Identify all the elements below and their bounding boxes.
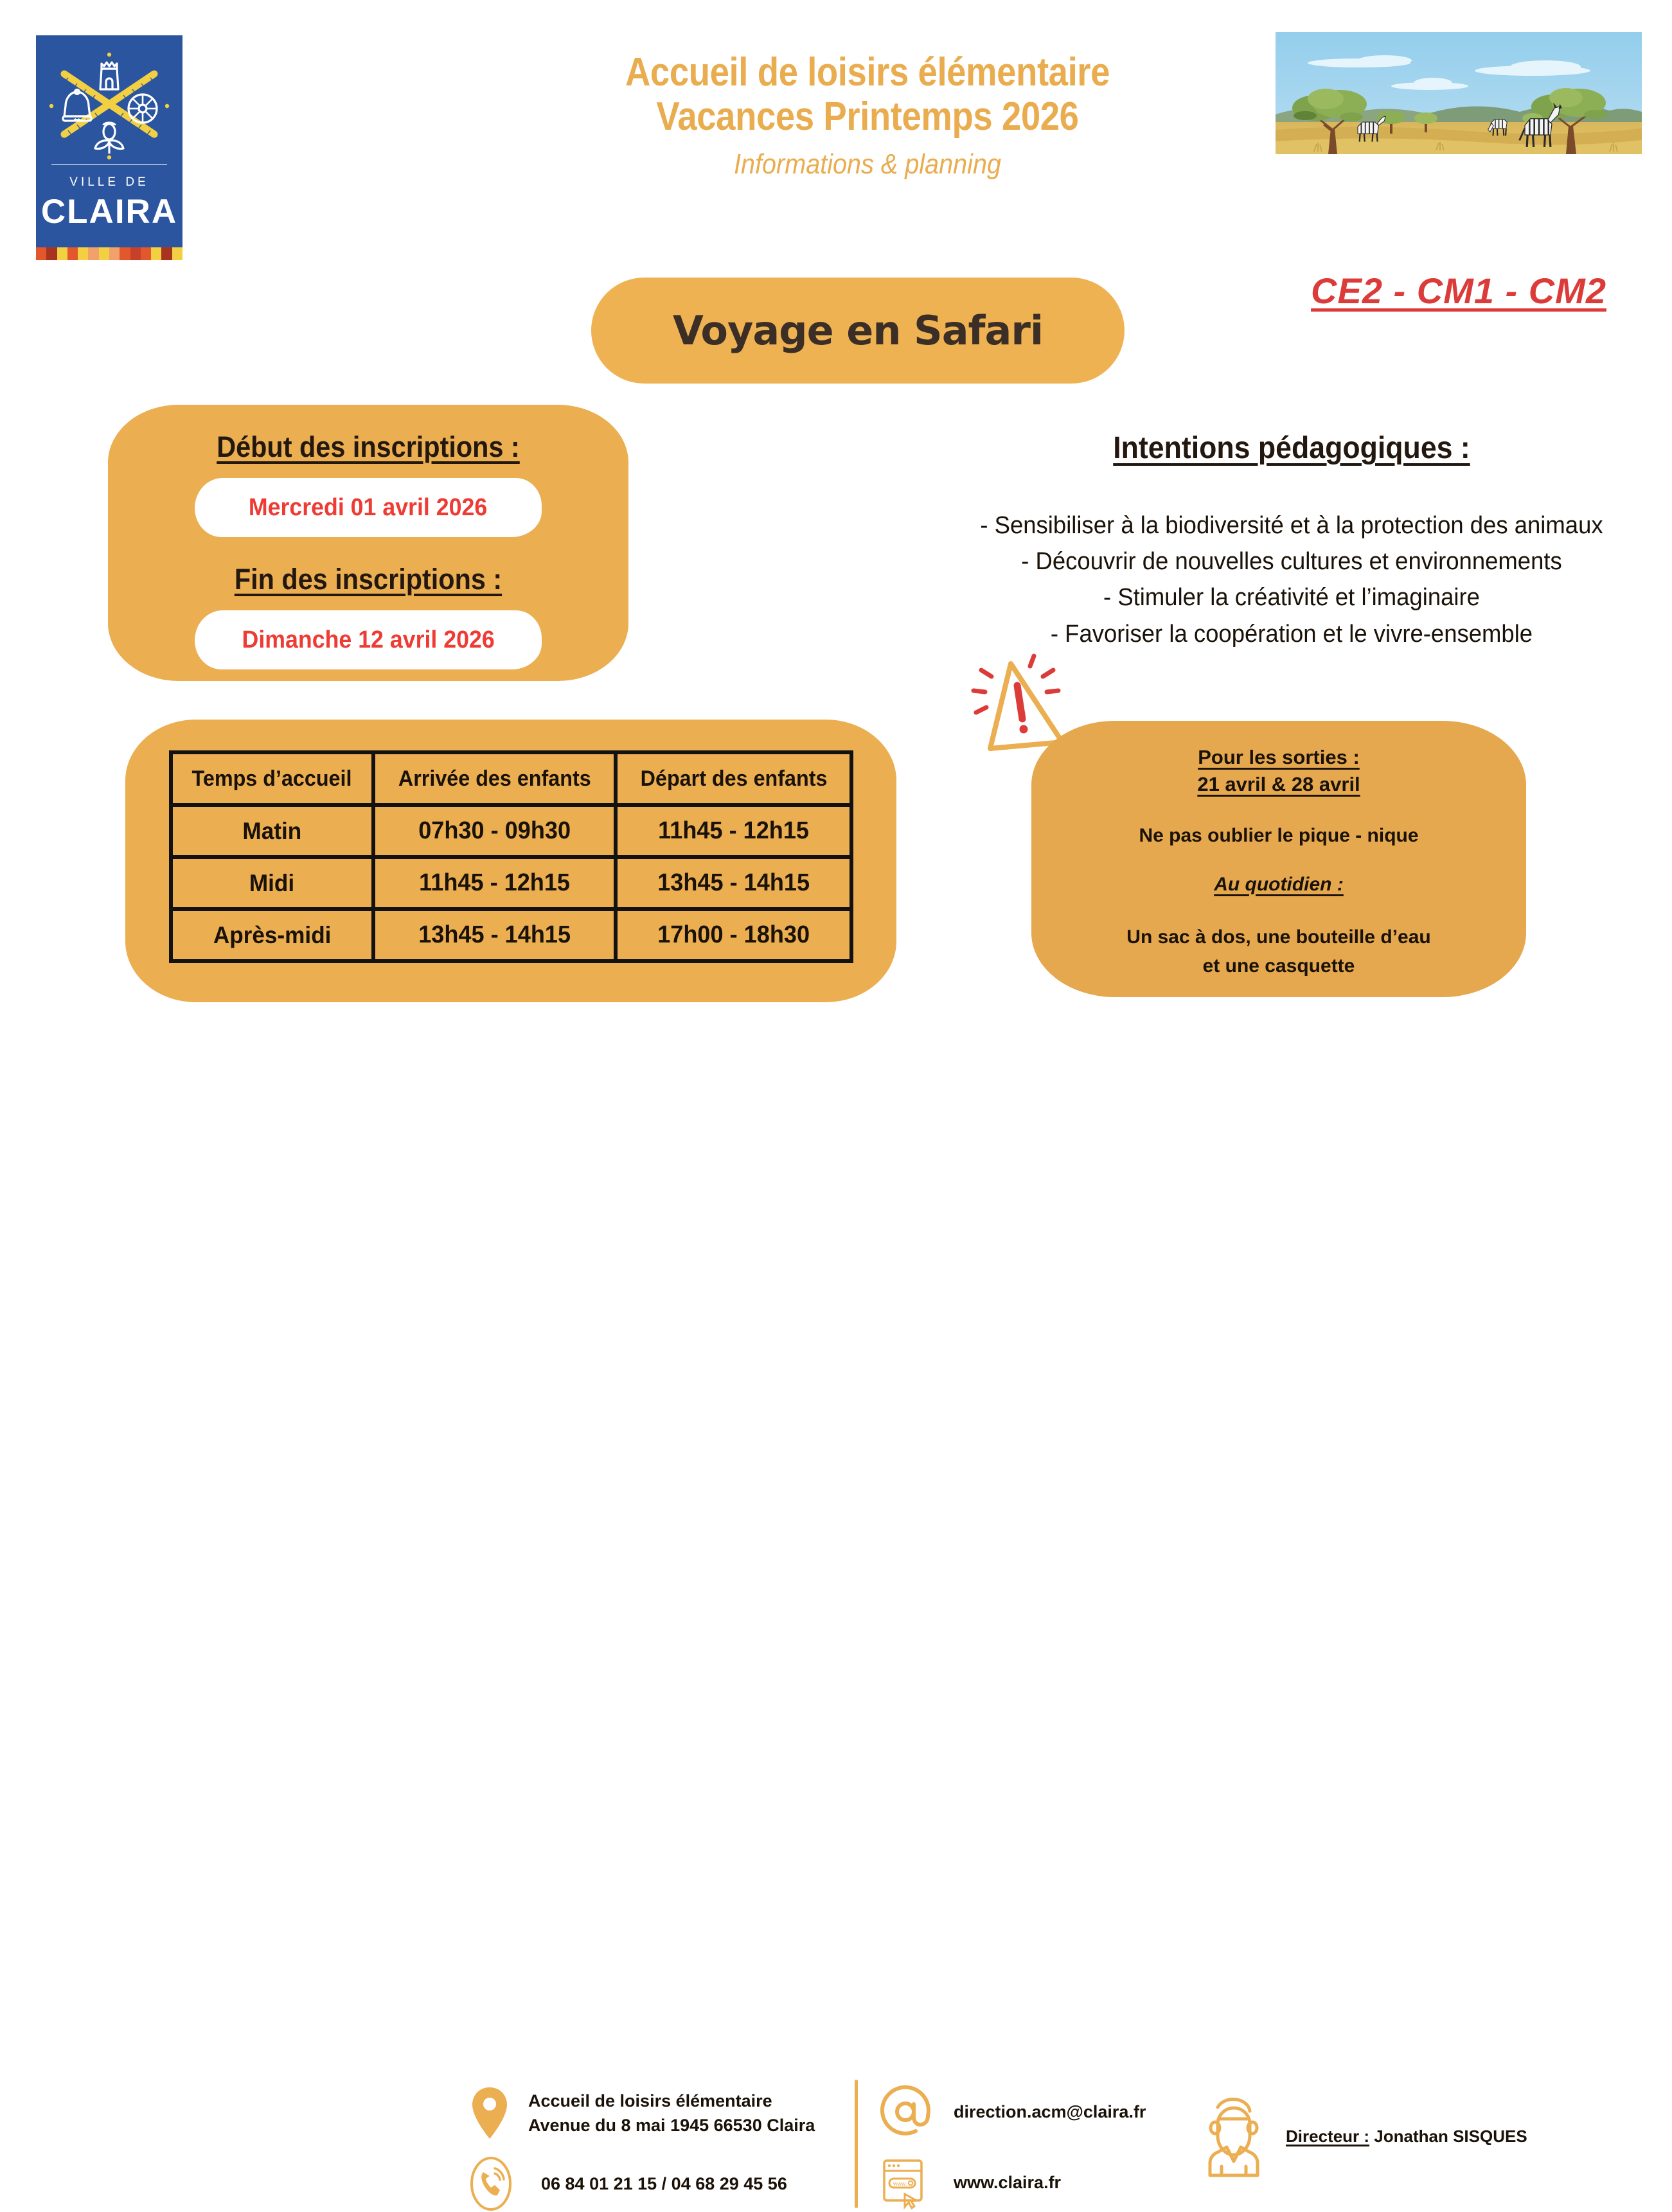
- poster-footer: [0, 1038, 1672, 2193]
- daily-label: Au quotidien :: [1214, 873, 1344, 895]
- registration-start-label: Début des inscriptions :: [217, 430, 520, 463]
- pedagogy-list: [925, 508, 1658, 652]
- cell-period: Matin: [171, 805, 373, 857]
- registration-end-date: Dimanche 12 avril 2026: [242, 626, 495, 653]
- footer-email-text: direction.acm@claira.fr: [954, 2101, 1146, 2121]
- logo-city-prefix: VILLE DE: [69, 175, 149, 189]
- theme-badge: [591, 278, 1125, 384]
- cell-departure: 13h45 - 14h15: [616, 857, 851, 909]
- outings-label: Pour les sorties :: [1198, 746, 1360, 768]
- person-icon: [1198, 2094, 1269, 2178]
- table-header-period: Temps d’accueil: [171, 752, 373, 805]
- table-header-arrival: Arrivée des enfants: [373, 752, 616, 805]
- list-item: - Découvrir de nouvelles cultures et environnements: [1021, 548, 1562, 576]
- practical-info-card: [1031, 721, 1526, 997]
- theme-label: Voyage en Safari: [672, 307, 1044, 354]
- svg-text:www.: www.: [893, 2181, 907, 2187]
- address-line1: Accueil de loisirs élémentaire: [528, 2091, 772, 2110]
- footer-website-row[interactable]: [880, 2155, 1061, 2209]
- daily-items: [1031, 923, 1526, 980]
- daily-line1: Un sac à dos, une bouteille d’eau: [1126, 926, 1431, 948]
- table-row: [171, 909, 851, 961]
- schedule-table: [169, 750, 853, 963]
- table-row: [171, 805, 851, 857]
- logo-emblem-icon: [45, 49, 173, 159]
- footer-divider: [855, 2080, 858, 2208]
- cell-period: Après-midi: [171, 909, 373, 961]
- city-logo: [36, 35, 182, 260]
- page-title-line1: Accueil de loisirs élémentaire: [625, 50, 1110, 94]
- cell-arrival: 07h30 - 09h30: [373, 805, 616, 857]
- footer-director-text: [1286, 2125, 1527, 2148]
- savanna-scene-icon: [1276, 32, 1642, 154]
- registration-card: [108, 405, 628, 681]
- logo-divider: [51, 164, 167, 165]
- footer-address-row: [469, 2085, 815, 2141]
- at-sign-icon: [880, 2085, 932, 2139]
- director-label: Directeur :: [1286, 2126, 1370, 2146]
- browser-window-icon: [880, 2155, 929, 2209]
- table-header-row: [171, 752, 851, 805]
- logo-city-name: CLAIRA: [40, 193, 178, 231]
- footer-email-row[interactable]: [880, 2085, 1146, 2139]
- footer-director-row: [1198, 2094, 1527, 2178]
- list-item: - Stimuler la créativité et l’imaginaire: [1103, 584, 1480, 612]
- list-item: - Sensibiliser à la biodiversité et à la protection des animaux: [980, 512, 1603, 539]
- cell-period: Midi: [171, 857, 373, 909]
- footer-website-text: www.claira.fr: [954, 2172, 1062, 2192]
- logo-color-stripe: [36, 247, 182, 260]
- page-title-line2: Vacances Printemps 2026: [656, 94, 1079, 139]
- daily-line2: et une casquette: [1202, 955, 1355, 977]
- page-title: [534, 50, 1201, 139]
- registration-end-chip: [195, 610, 542, 669]
- cell-arrival: 13h45 - 14h15: [373, 909, 616, 961]
- registration-start-chip: [195, 478, 542, 537]
- table-header-departure: Départ des enfants: [616, 752, 851, 805]
- director-name: Jonathan SISQUES: [1374, 2126, 1527, 2146]
- registration-start-date: Mercredi 01 avril 2026: [249, 493, 488, 521]
- table-row: [171, 857, 851, 909]
- cell-departure: 17h00 - 18h30: [616, 909, 851, 961]
- address-line2: Avenue du 8 mai 1945 66530 Claira: [528, 2116, 815, 2135]
- registration-end-label: Fin des inscriptions :: [234, 563, 502, 596]
- cell-arrival: 11h45 - 12h15: [373, 857, 616, 909]
- poster-header: [488, 50, 1247, 181]
- footer-phone-row[interactable]: [469, 2155, 787, 2212]
- footer-phone-text: 06 84 01 21 15 / 04 68 29 45 56: [541, 2173, 787, 2193]
- location-pin-icon: [469, 2085, 510, 2141]
- list-item: - Favoriser la coopération et le vivre-ensemble: [1050, 620, 1533, 648]
- classes-label: CE2 - CM1 - CM2: [1311, 270, 1606, 311]
- page-subtitle: Informations & planning: [733, 148, 1002, 180]
- phone-icon: [469, 2155, 513, 2212]
- pedagogy-title: Intentions pédagogiques :: [1113, 431, 1470, 465]
- footer-address-text: [528, 2089, 815, 2138]
- outings-dates: 21 avril & 28 avril: [1197, 772, 1360, 795]
- outings-note: Ne pas oublier le pique - nique: [1139, 824, 1419, 846]
- cell-departure: 11h45 - 12h15: [616, 805, 851, 857]
- savanna-safari-illustration: [1276, 32, 1642, 154]
